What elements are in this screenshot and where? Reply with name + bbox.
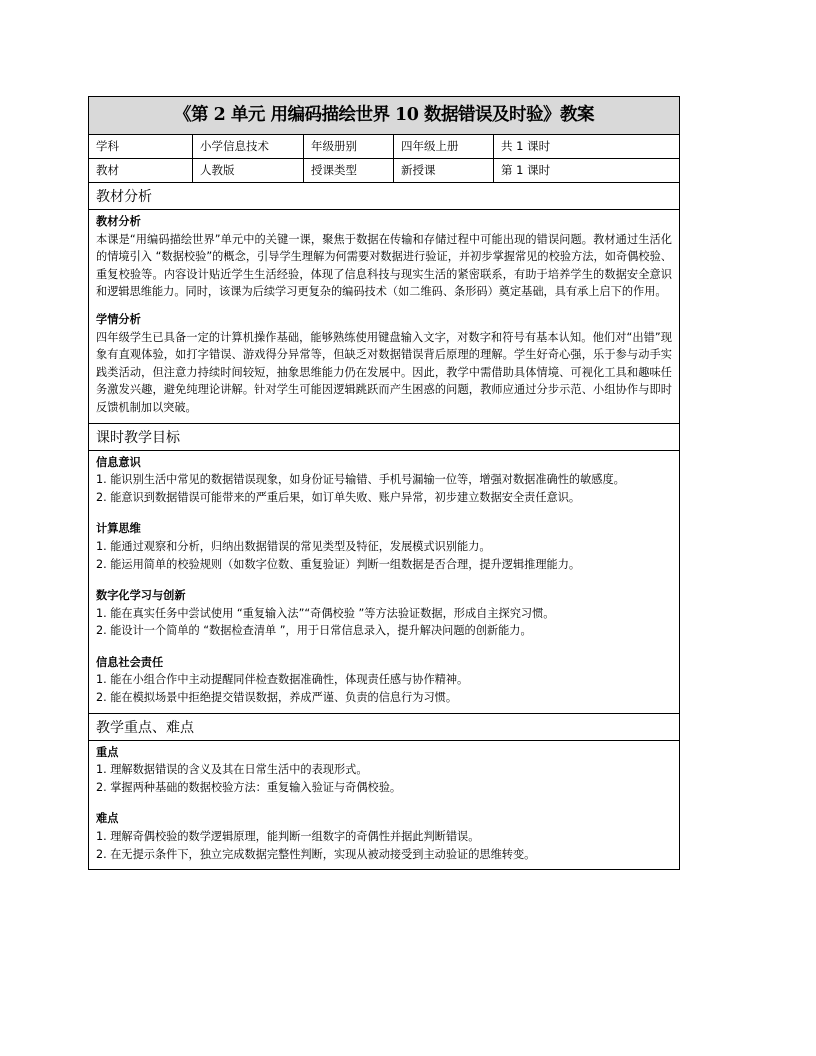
lesson-plan-table	[88, 96, 680, 870]
section-heading-analysis: 教材分析	[89, 183, 679, 210]
lesson-number: 第 1 课时	[501, 163, 551, 177]
grade-value: 四年级上册	[394, 135, 494, 158]
objective-item: 1. 能通过观察和分析，归纳出数据错误的常见类型及特征，发展模式识别能力。	[96, 539, 491, 553]
objective-item: 2. 能设计一个简单的 “数据检查清单 ”，用于日常信息录入，提升解决问题的创新能力。	[96, 624, 532, 638]
objective-item: 2. 能在模拟场景中拒绝提交错误数据，养成严谨、负责的信息行为习惯。	[96, 691, 458, 705]
total-hours: 共 1 课时	[501, 139, 551, 153]
learner-analysis-title: 学情分析	[96, 312, 141, 326]
objective-item: 1. 能识别生活中常见的数据错误现象，如身份证号输错、手机号漏输一位等，增强对数据准确性的敏感度。	[96, 473, 625, 487]
objective-group-title: 计算思维	[96, 522, 141, 536]
section-body-analysis	[89, 210, 679, 424]
difficult-points-title: 难点	[96, 812, 119, 826]
section-body-objectives	[89, 451, 679, 714]
section-heading-objectives: 课时教学目标	[89, 424, 679, 451]
objective-item: 1. 能在真实任务中尝试使用 “重复输入法”“奇偶校验 ”等方法验证数据，形成自主探究习惯。	[96, 606, 555, 620]
difficult-point-item: 1. 理解奇偶校验的数学逻辑原理，能判断一组数字的奇偶性并据此判断错误。	[96, 830, 480, 844]
textbook-value: 人教版	[193, 159, 304, 182]
objective-group-title: 信息社会责任	[96, 655, 164, 669]
section-body-keypoints	[89, 741, 679, 870]
document-title: 《第 2 单元 用编码描绘世界 10 数据错误及时验》教案	[89, 97, 679, 135]
objective-item: 2. 能意识到数据错误可能带来的严重后果，如订单失败、账户异常，初步建立数据安全责任意识。	[96, 490, 581, 504]
objective-group-title: 信息意识	[96, 455, 141, 469]
info-row-2	[89, 159, 679, 183]
grade-label: 年级册别	[304, 135, 394, 158]
textbook-label: 教材	[89, 159, 193, 182]
subject-label: 学科	[89, 135, 193, 158]
lesson-type-label: 授课类型	[304, 159, 394, 182]
key-points-title: 重点	[96, 745, 119, 759]
objective-group-title: 数字化学习与创新	[96, 589, 186, 603]
subject-value: 小学信息技术	[193, 135, 304, 158]
learner-analysis-text: 四年级学生已具备一定的计算机操作基础，能够熟练使用键盘输入文字，对数字和符号有基本认知。他们对“出错”现象有直观体验，如打字错误、游戏得分异常等，但缺乏对数据错误背后原理的理解。学生好奇心强，乐于参与动手实践类活动，但注意力持续时间较短，抽象思维能力仍在发展中。因此，教学中需借助具体情境、可视化工具和趣味任务激发兴趣，避免纯理论讲解。针对学生可能因逻辑跳跃而产生困惑的问题，教师应通过分步示范、小组协作与即时反馈机制加以突破。	[96, 330, 672, 414]
objective-item: 1. 能在小组合作中主动提醒同伴检查数据准确性，体现责任感与协作精神。	[96, 673, 469, 687]
section-heading-keypoints: 教学重点、难点	[89, 714, 679, 741]
textbook-analysis-title: 教材分析	[96, 215, 141, 228]
difficult-point-item: 2. 在无提示条件下，独立完成数据完整性判断，实现从被动接受到主动验证的思维转变。	[96, 847, 536, 861]
key-point-item: 2. 掌握两种基础的数据校验方法：重复输入验证与奇偶校验。	[96, 780, 402, 794]
textbook-analysis-text: 本课是“用编码描绘世界”单元中的关键一课，聚焦于数据在传输和存储过程中可能出现的错误问题。教材通过生活化的情境引入 “数据校验”的概念，引导学生理解为何需要对数据进行验证，并初步掌握常见的校验方法，如奇偶校验、重复校验等。内容设计贴近学生生活经验，体现了信息科技与现实生活的紧密联系，有助于培养学生的数据安全意识和逻辑思维能力。同时，该课为后续学习更复杂的编码技术（如二维码、条形码）奠定基础，具有承上启下的作用。	[96, 232, 672, 299]
info-row-1	[89, 135, 679, 159]
key-point-item: 1. 理解数据错误的含义及其在日常生活中的表现形式。	[96, 763, 368, 777]
objective-item: 2. 能运用简单的校验规则（如数字位数、重复验证）判断一组数据是否合理，提升逻辑推理能力。	[96, 557, 581, 571]
lesson-type-value: 新授课	[394, 159, 494, 182]
